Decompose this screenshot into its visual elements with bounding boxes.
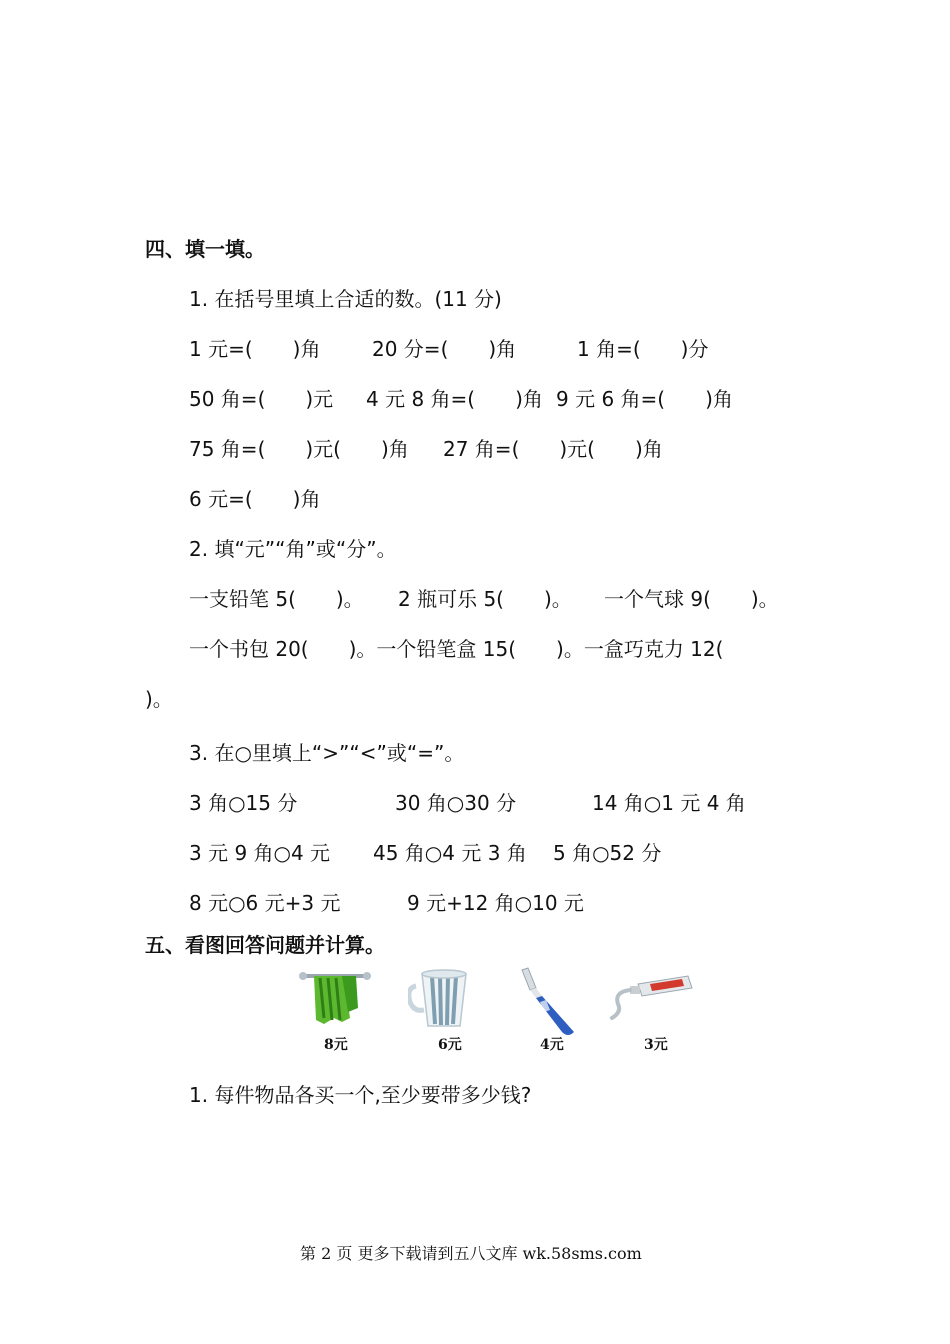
q3-item: 5 角○52 分: [553, 841, 662, 865]
towel-price: 8元: [324, 1037, 348, 1053]
toothbrush-price: 4元: [540, 1037, 564, 1053]
q2-title: 2. 填“元”“角”或“分”。: [189, 537, 397, 561]
cup-price: 6元: [438, 1037, 462, 1053]
q3-item: 45 角○4 元 3 角: [373, 841, 527, 865]
q3-item: 8 元○6 元+3 元: [189, 891, 341, 915]
toothpaste-icon: [608, 974, 694, 1026]
towel-icon: [298, 968, 374, 1030]
q3-item: 30 角○30 分: [395, 791, 517, 815]
q3-item: 9 元+12 角○10 元: [407, 891, 584, 915]
q3-title: 3. 在○里填上“>”“<”或“=”。: [189, 741, 465, 765]
q3-item: 3 角○15 分: [189, 791, 298, 815]
q1-item: 1 元=( )角: [189, 337, 321, 361]
q2-item-continued: )。: [145, 687, 173, 711]
q1-item: 4 元 8 角=( )角: [366, 387, 543, 411]
q1-item: 50 角=( )元: [189, 387, 334, 411]
q1-item: 1 角=( )分: [577, 337, 709, 361]
q1-item: 75 角=( )元( )角: [189, 437, 409, 461]
q1-item: 20 分=( )角: [372, 337, 517, 361]
cup-icon: [408, 968, 476, 1030]
q3-item: 14 角○1 元 4 角: [592, 791, 746, 815]
toothpaste-price: 3元: [644, 1037, 668, 1053]
q1-item: 27 角=( )元( )角: [443, 437, 663, 461]
q1-item: 6 元=( )角: [189, 487, 321, 511]
q1-item: 9 元 6 角=( )角: [556, 387, 733, 411]
q2-item: 2 瓶可乐 5( )。: [398, 587, 572, 611]
s5-q1: 1. 每件物品各买一个,至少要带多少钱?: [189, 1083, 532, 1107]
q2-item: 一个书包 20( )。一个铅笔盒 15( )。一盒巧克力 12(: [189, 637, 724, 661]
q2-item: 一支铅笔 5( )。: [189, 587, 364, 611]
section-5-heading: 五、看图回答问题并计算。: [145, 933, 385, 957]
section-4-heading: 四、填一填。: [145, 237, 265, 261]
toothbrush-icon: [516, 966, 578, 1038]
q3-item: 3 元 9 角○4 元: [189, 841, 331, 865]
page-footer: 第 2 页 更多下载请到五八文库 wk.58sms.com: [300, 1244, 642, 1263]
q1-title: 1. 在括号里填上合适的数。(11 分): [189, 287, 502, 311]
q2-item: 一个气球 9( )。: [604, 587, 779, 611]
